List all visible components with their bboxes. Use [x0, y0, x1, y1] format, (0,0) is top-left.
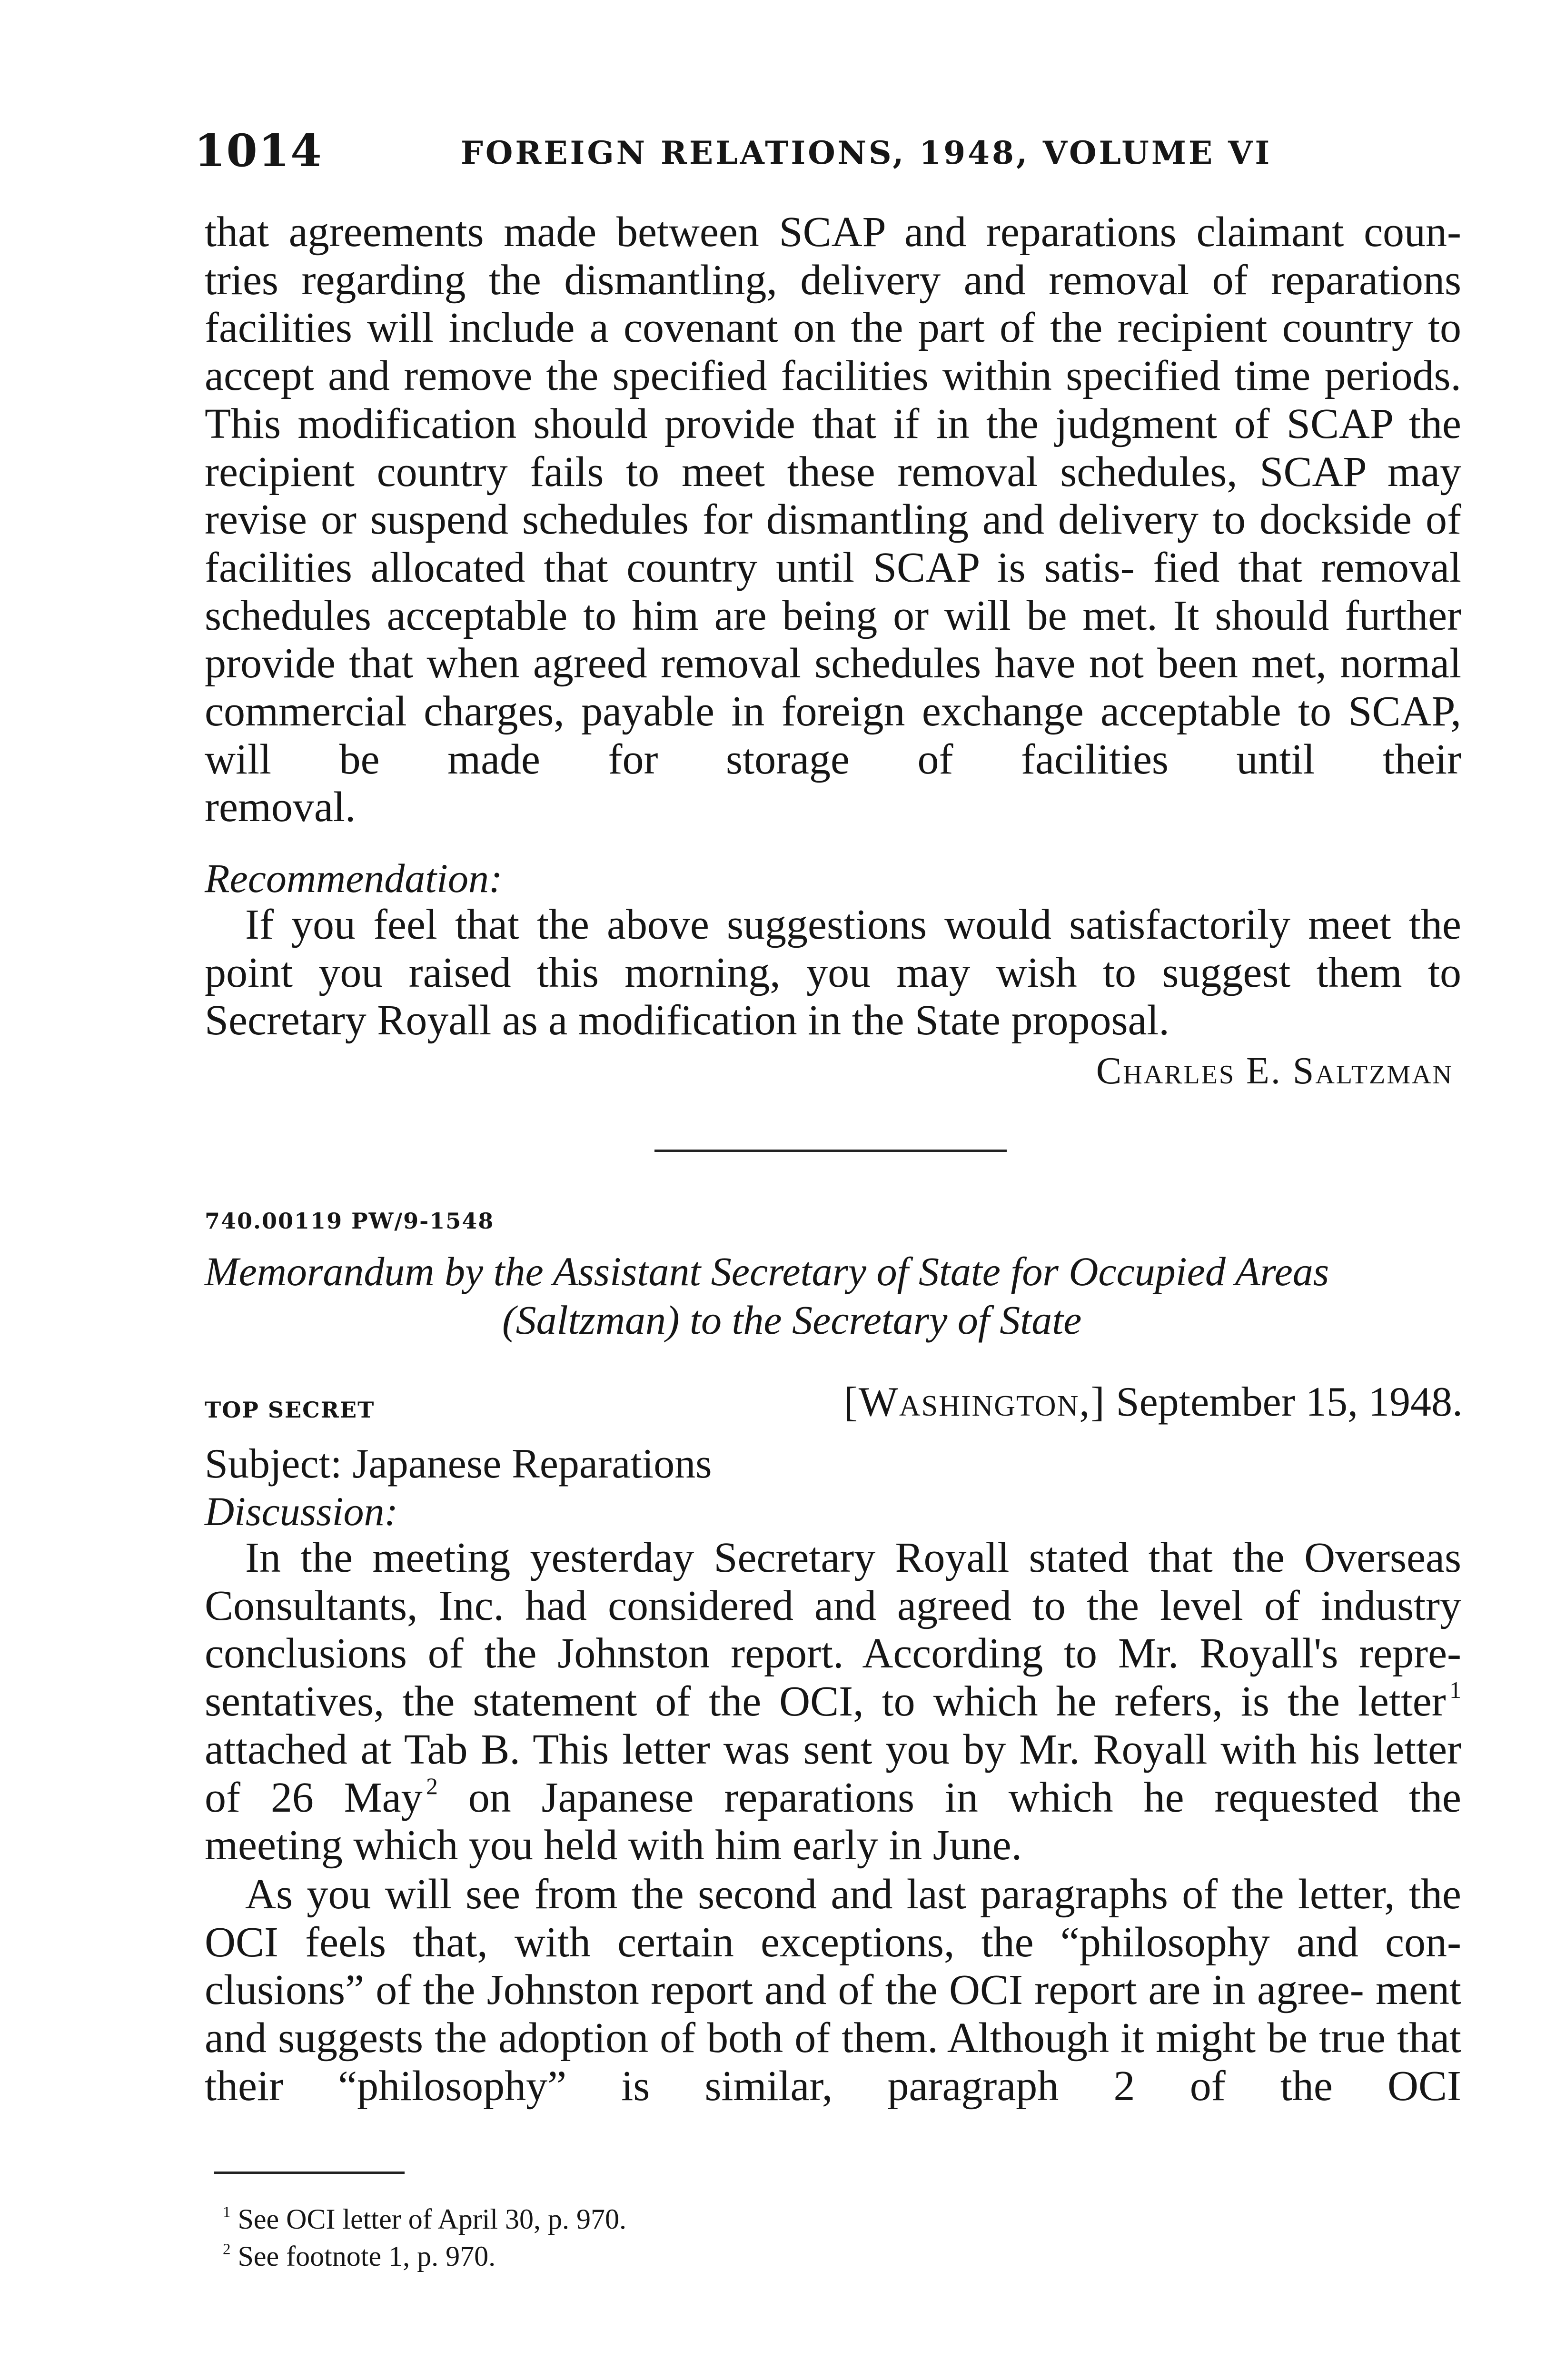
footnote-mark: 2	[223, 2241, 231, 2258]
memo-title	[205, 1247, 1471, 1344]
line: fied that removal schedules acceptable to him are being or will be met.	[205, 544, 1461, 639]
line: ment and suggests the adoption of both of them. Although it might	[205, 1966, 1461, 2062]
page-header	[194, 125, 1337, 187]
line: Consultants, Inc. had considered and agreed to the level of industry	[205, 1582, 1461, 1629]
line: periods. This modification should provide that if in the judgment of	[205, 352, 1462, 447]
line: SCAP the recipient country fails to meet these removal schedules,	[205, 400, 1461, 496]
line: As you will see from the second and last paragraphs of the letter,	[245, 1871, 1395, 1918]
line: tries regarding the dismantling, delivery and removal of reparations	[205, 256, 1461, 304]
classification: TOP SECRET	[205, 1397, 375, 1423]
discussion-paragraph-2	[205, 1871, 1461, 2111]
line: sentatives, the statement of the OCI, to which he refers, is the letter $^1$	[205, 1676, 1461, 1726]
footnote-divider	[214, 2172, 405, 2174]
line: In the meeting yesterday Secretary Royall stated that the Overseas	[245, 1534, 1461, 1581]
recommendation-paragraph	[205, 901, 1461, 1045]
dateline-date: September 15, 1948.	[1116, 1379, 1463, 1425]
page-number: 1014	[194, 125, 323, 177]
footnote-ref: 1	[1449, 1676, 1461, 1703]
top-paragraph	[205, 208, 1461, 832]
signature: Charles E. Saltzman	[1096, 1050, 1453, 1092]
line: point you raised this morning, you may wish to suggest them to	[205, 949, 1461, 996]
line: Secretary Royall as a modification in the State proposal.	[205, 997, 1169, 1044]
footnote-1	[223, 2203, 626, 2236]
line: the OCI feels that, with certain exceptions, the “philosophy and con-	[205, 1871, 1461, 1966]
subject-line: Subject: Japanese Reparations	[205, 1441, 712, 1487]
memo-title-line: Memorandum by the Assistant Secretary of State for Occupied Areas	[205, 1249, 1329, 1294]
memo-title-line: (Saltzman) to the Secretary of State	[502, 1297, 1082, 1343]
line: facilities will include a covenant on the part of the recipient country	[205, 304, 1413, 352]
line: If you feel that the above suggestions would satisfactorily meet the	[245, 901, 1461, 948]
line: attached at Tab B. This letter was sent you by Mr. Royall with his	[205, 1726, 1360, 1773]
dateline	[843, 1378, 1463, 1426]
footnote-mark: 1	[223, 2203, 231, 2221]
line: acceptable to SCAP, will be made for storage of facilities until their	[205, 688, 1461, 783]
line: to accept and remove the specified facilities within specified time	[205, 304, 1461, 400]
recommendation-heading: Recommendation:	[205, 855, 503, 901]
footnote-text: See footnote 1, p. 970.	[230, 2241, 496, 2272]
line: removal.	[205, 783, 356, 831]
line: clusions” of the Johnston report and of the OCI report are in agree-	[205, 1966, 1364, 2014]
line: not been met, normal commercial charges, payable in foreign exchange	[205, 640, 1461, 735]
section-divider	[654, 1150, 1007, 1152]
line: to dockside of facilities allocated that country until SCAP is satis-	[205, 496, 1461, 591]
line: conclusions of the Johnston report. According to Mr. Royall's repre-	[205, 1630, 1461, 1677]
running-title: FOREIGN RELATIONS, 1948, VOLUME VI	[461, 134, 1272, 171]
discussion-paragraph-1	[205, 1534, 1461, 1870]
line: letter of 26 May $^2$ on Japanese reparations in which he requested the	[205, 1726, 1462, 1821]
dateline-place: [Washington,]	[843, 1379, 1106, 1425]
footnote-2	[223, 2240, 496, 2273]
line: It should further provide that when agreed removal schedules have	[205, 592, 1462, 687]
discussion-heading: Discussion:	[205, 1488, 398, 1534]
line: SCAP may revise or suspend schedules for dismantling and delivery	[205, 448, 1461, 544]
line: be true that their “philosophy” is similar, paragraph 2 of the OCI	[205, 2014, 1462, 2110]
line: meeting which you held with him early in June.	[205, 1822, 1022, 1869]
file-number: 740.00119 PW/9-1548	[205, 1208, 495, 1234]
footnote-ref: 2	[426, 1773, 438, 1799]
line: that agreements made between SCAP and reparations claimant coun-	[205, 208, 1461, 256]
footnote-text: See OCI letter of April 30, p. 970.	[230, 2203, 627, 2235]
